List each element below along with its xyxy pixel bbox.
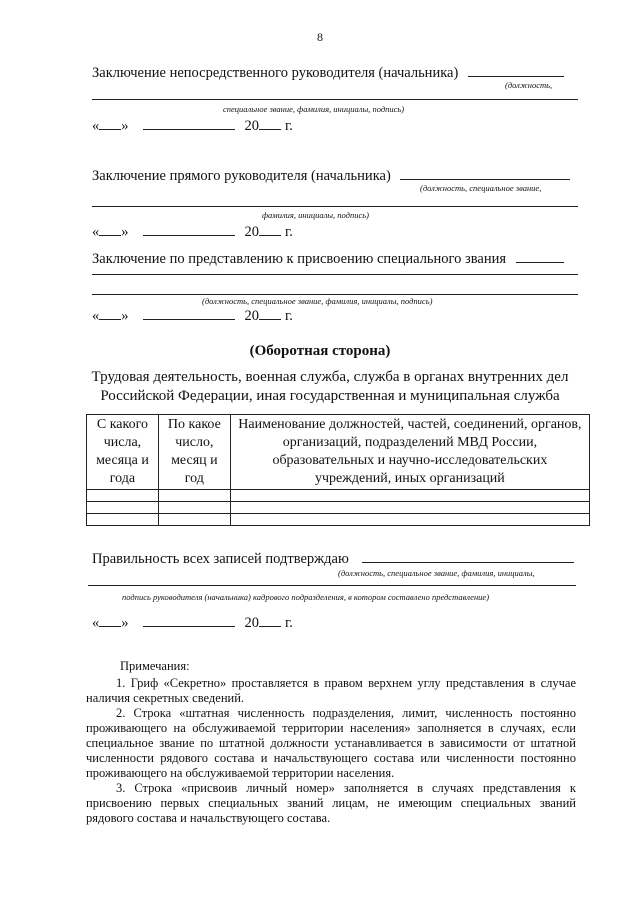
date-line-1 <box>92 117 293 135</box>
day-field[interactable] <box>99 223 121 236</box>
confirm-hint-2: подпись руководителя (начальника) кадрового подразделения, в котором составлено представление) <box>122 592 490 602</box>
reverse-side-heading: (Оборотная сторона) <box>249 343 391 359</box>
confirm-hint-1: (должность, специальное звание, фамилия, инициалы, <box>338 568 535 578</box>
immediate-supervisor-hint-2: фамилия, инициалы, подпись) <box>262 210 369 220</box>
month-field[interactable] <box>143 307 235 320</box>
notes-title: Примечания: <box>120 659 190 673</box>
table-row <box>87 514 590 526</box>
close-quote: » <box>121 308 129 324</box>
rank-conclusion-field[interactable] <box>516 248 564 263</box>
immediate-supervisor-line <box>92 165 578 185</box>
date-line-4 <box>92 614 293 632</box>
day-field[interactable] <box>99 117 121 130</box>
year-prefix: 20 <box>244 118 259 134</box>
month-field[interactable] <box>143 223 235 236</box>
immediate-supervisor-line-2[interactable] <box>92 206 578 207</box>
table-cell[interactable] <box>158 502 230 514</box>
close-quote: » <box>121 118 129 134</box>
close-quote: » <box>121 615 129 631</box>
direct-supervisor-line <box>92 62 578 82</box>
month-field[interactable] <box>143 117 235 130</box>
table-cell[interactable] <box>87 502 159 514</box>
table-row <box>87 502 590 514</box>
notes-block <box>86 659 576 826</box>
direct-supervisor-label: Заключение непосредственного руководителя (начальника) <box>92 65 459 81</box>
direct-supervisor-hint-1: (должность, <box>505 80 553 90</box>
to-date-header: По какое число, месяц и год <box>158 415 230 490</box>
open-quote: « <box>92 224 100 240</box>
table-cell[interactable] <box>230 490 589 502</box>
table-cell[interactable] <box>158 514 230 526</box>
confirm-line <box>92 548 578 568</box>
immediate-supervisor-field[interactable] <box>400 165 570 180</box>
year-suffix: г. <box>285 308 293 324</box>
year-suffix: г. <box>285 118 293 134</box>
table-cell[interactable] <box>230 514 589 526</box>
year-field[interactable] <box>259 117 281 130</box>
day-field[interactable] <box>99 307 121 320</box>
rank-conclusion-label: Заключение по представлению к присвоению специального звания <box>92 251 507 267</box>
direct-supervisor-line-2[interactable] <box>92 99 578 100</box>
year-field[interactable] <box>259 307 281 320</box>
confirm-field[interactable] <box>362 548 574 563</box>
from-date-header: С какого числа, месяца и года <box>87 415 159 490</box>
note-item: 3. Строка «присвоив личный номер» заполняется в случаях представления к присвоению первых специальных званий лицам, не имеющим специальных званий рядового состава и начальствующего состава. <box>86 781 576 825</box>
year-prefix: 20 <box>244 224 259 240</box>
note-item: 2. Строка «штатная численность подразделения, лимит, численность постоянно проживающего на обслуживаемой территории населения» заполняется в случаях, если специальное звание по штатной должности устанавливается в зависимости от штатной численности рядового состава и начальствующего состава или численности постоянно проживающего на обслуживаемой территории населения. <box>86 706 576 780</box>
year-field[interactable] <box>259 223 281 236</box>
table-cell[interactable] <box>87 514 159 526</box>
date-line-3 <box>92 307 293 325</box>
month-field[interactable] <box>143 614 235 627</box>
table-row <box>87 490 590 502</box>
work-history-table <box>86 414 590 526</box>
rank-conclusion-hint: (должность, специальное звание, фамилия, инициалы, подпись) <box>202 296 433 306</box>
day-field[interactable] <box>99 614 121 627</box>
direct-supervisor-field[interactable] <box>468 62 564 77</box>
open-quote: « <box>92 308 100 324</box>
open-quote: « <box>92 118 100 134</box>
year-suffix: г. <box>285 615 293 631</box>
table-cell[interactable] <box>158 490 230 502</box>
open-quote: « <box>92 615 100 631</box>
year-suffix: г. <box>285 224 293 240</box>
confirm-label: Правильность всех записей подтверждаю <box>92 551 349 567</box>
year-field[interactable] <box>259 614 281 627</box>
table-cell[interactable] <box>87 490 159 502</box>
work-history-title: Трудовая деятельность, военная служба, служба в органах внутренних дел Российской Федерации, иная государственная и муниципальная служба <box>91 369 569 404</box>
note-item: 1. Гриф «Секретно» проставляется в правом верхнем углу представления в случае наличия секретных сведений. <box>86 676 576 705</box>
immediate-supervisor-hint-1: (должность, специальное звание, <box>420 183 542 193</box>
direct-supervisor-hint-2: специальное звание, фамилия, инициалы, подпись) <box>223 104 405 114</box>
immediate-supervisor-label: Заключение прямого руководителя (начальника) <box>92 168 391 184</box>
year-prefix: 20 <box>244 308 259 324</box>
year-prefix: 20 <box>244 615 259 631</box>
position-header: Наименование должностей, частей, соединений, органов, организаций, подразделений МВД России, образовательных и научно-исследовательских учреждений, иных организаций <box>230 415 589 490</box>
date-line-2 <box>92 223 293 241</box>
page-number: 8 <box>317 30 323 44</box>
rank-conclusion-line-3[interactable] <box>92 294 578 295</box>
close-quote: » <box>121 224 129 240</box>
rank-conclusion-line <box>92 248 578 268</box>
table-cell[interactable] <box>230 502 589 514</box>
confirm-line-2[interactable] <box>88 585 576 586</box>
rank-conclusion-line-2[interactable] <box>92 274 578 275</box>
